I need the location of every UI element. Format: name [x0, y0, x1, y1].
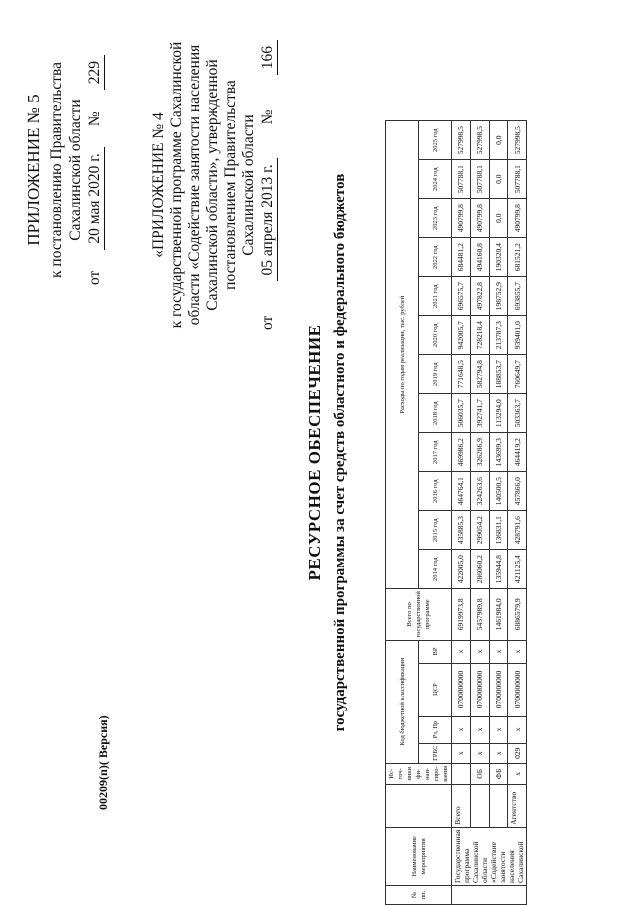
cell-vr: х: [452, 640, 471, 663]
col-grbs: ГРБС: [419, 743, 452, 763]
cell-value: 143699,3: [489, 433, 508, 472]
cell-value: 681521,2: [508, 238, 527, 277]
cell-value: 136831,1: [489, 511, 508, 550]
cell-value: 527998,5: [508, 121, 527, 160]
table-row: [470, 121, 489, 905]
cell-value: 421125,4: [508, 550, 527, 589]
cell-grbs: х: [452, 743, 471, 763]
cell-value: 392741,7: [470, 394, 489, 433]
cell-value: 939401,0: [508, 316, 527, 355]
appendix-5-date: 20 мая 2020 г.: [85, 147, 105, 249]
cell-value: 507788,1: [470, 160, 489, 199]
col-year: 2018 год: [419, 394, 452, 433]
col-year: 2015 год: [419, 511, 452, 550]
cell-value: 942005,7: [452, 316, 471, 355]
cell-grbs: 029: [508, 743, 527, 763]
appendix-4-title: «ПРИЛОЖЕНИЕ № 4: [150, 112, 167, 258]
cell-value: 771648,5: [452, 355, 471, 394]
cell-total: 1461984,0: [489, 589, 508, 640]
cell-value: 457866,0: [508, 472, 527, 511]
appendix-4-line: к государственной программе Сахалинской: [168, 41, 185, 329]
cell-value: 696575,7: [452, 277, 471, 316]
col-year: 2023 год: [419, 199, 452, 238]
cell-label: [489, 784, 508, 827]
cell-value: 582794,8: [470, 355, 489, 394]
cell-rzpr: х: [489, 716, 508, 743]
cell-src: ОБ: [470, 763, 489, 784]
table-row: [508, 121, 527, 905]
cell-value: 286060,2: [470, 550, 489, 589]
from-label: от: [259, 315, 276, 330]
cell-value: 728218,4: [470, 316, 489, 355]
from-label: от: [86, 270, 103, 285]
cell-value: 135944,8: [489, 550, 508, 589]
appendix-4-line: Сахалинской области», утвержденной: [204, 59, 221, 311]
cell-value: 693855,7: [508, 277, 527, 316]
col-total: Всего по государственной программе: [386, 589, 452, 640]
cell-value: 503363,7: [508, 394, 527, 433]
appendix-4-block: [150, 40, 278, 330]
cell-value: 190320,4: [489, 238, 508, 277]
col-year: 2025 год: [419, 121, 452, 160]
cell-src: х: [508, 763, 527, 784]
cell-no: [452, 886, 527, 905]
footer-version: 00209(п)( Версия): [96, 715, 110, 810]
table-row: [452, 121, 471, 905]
appendix-5-line1: к постановлению Правительства: [48, 62, 65, 278]
cell-value: 490799,8: [452, 199, 471, 238]
document-title: РЕСУРСНОЕ ОБЕСПЕЧЕНИЕ: [305, 324, 324, 581]
cell-value: 0,0: [489, 199, 508, 238]
col-year: 2022 год: [419, 238, 452, 277]
col-vr: ВР: [419, 640, 452, 663]
cell-grbs: х: [470, 743, 489, 763]
col-no: № пп.: [386, 886, 452, 905]
cell-value: 0,0: [489, 160, 508, 199]
cell-src: ФБ: [489, 763, 508, 784]
appendix-4-line: Сахалинской области: [240, 114, 257, 256]
cell-rzpr: х: [508, 716, 527, 743]
cell-csr: 0700000000: [470, 663, 489, 716]
cell-value: 188853,7: [489, 355, 508, 394]
cell-value: 464764,1: [452, 472, 471, 511]
cell-value: 497822,8: [470, 277, 489, 316]
cell-value: 506035,7: [452, 394, 471, 433]
col-year: 2017 год: [419, 433, 452, 472]
cell-value: 684481,2: [452, 238, 471, 277]
cell-value: 469986,2: [452, 433, 471, 472]
cell-vr: х: [470, 640, 489, 663]
col-source: Ис-точ-ники фи-нан-сиро-вания: [386, 763, 452, 784]
appendix-5-date-row: [85, 55, 105, 285]
document-subtitle: государственной программы за счет средств областного и федерального бюджетов: [332, 173, 348, 732]
col-year: 2021 год: [419, 277, 452, 316]
cell-vr: х: [489, 640, 508, 663]
cell-value: 490799,8: [508, 199, 527, 238]
cell-label: Агентство: [508, 784, 527, 827]
cell-total: 5457989,8: [470, 589, 489, 640]
cell-csr: 0700000000: [508, 663, 527, 716]
col-code-group: Код бюджетной классификации: [386, 640, 419, 763]
cell-value: 324263,6: [470, 472, 489, 511]
cell-grbs: х: [489, 743, 508, 763]
cell-value: 464419,2: [508, 433, 527, 472]
col-year: 2019 год: [419, 355, 452, 394]
col-year: 2020 год: [419, 316, 452, 355]
cell-value: 435885,3: [452, 511, 471, 550]
appendix-4-line: области «Содействие занятости населения: [186, 44, 203, 326]
cell-value: 198752,9: [489, 277, 508, 316]
resource-table: [385, 120, 527, 905]
cell-value: 527998,5: [470, 121, 489, 160]
table-row: [489, 121, 508, 905]
cell-value: 527998,5: [452, 121, 471, 160]
appendix-5-line2: Сахалинской области: [67, 99, 84, 241]
cell-total: 6886579,9: [508, 589, 527, 640]
cell-value: 113294,0: [489, 394, 508, 433]
cell-value: 507788,1: [508, 160, 527, 199]
cell-value: 422005,0: [452, 550, 471, 589]
col-name2: [386, 784, 452, 827]
cell-value: 428791,6: [508, 511, 527, 550]
cell-src: [452, 763, 471, 784]
cell-value: 140500,5: [489, 472, 508, 511]
appendix-4-date: 05 апреля 2013 г.: [258, 158, 278, 281]
appendix-5-block: [24, 55, 105, 285]
cell-value: 507788,1: [452, 160, 471, 199]
cell-value: 494160,8: [470, 238, 489, 277]
cell-label: Всего: [452, 784, 471, 827]
cell-value: 299054,2: [470, 511, 489, 550]
col-csr: ЦСР: [419, 663, 452, 716]
cell-total: 6919973,8: [452, 589, 471, 640]
cell-value: 0,0: [489, 121, 508, 160]
cell-label: [470, 784, 489, 827]
col-year: 2016 год: [419, 472, 452, 511]
cell-rzpr: х: [470, 716, 489, 743]
appendix-4-date-row: [258, 40, 278, 330]
cell-program-name: Государственная программа Сахалинской области «Содействие занятости населения Сахалинской: [452, 827, 527, 885]
col-rzpr: Рз, Пр: [419, 716, 452, 743]
col-year: 2014 год: [419, 550, 452, 589]
col-name: Наименование мероприятия: [386, 827, 452, 885]
cell-csr: 0700000000: [452, 663, 471, 716]
appendix-5-number: 229: [85, 55, 105, 90]
cell-value: 490799,8: [470, 199, 489, 238]
col-exp-group: Расходы по годам реализации, тыс. рублей: [386, 121, 419, 589]
number-label: №: [259, 109, 276, 125]
cell-vr: х: [508, 640, 527, 663]
number-label: №: [86, 111, 103, 127]
appendix-5-title: ПРИЛОЖЕНИЕ № 5: [24, 94, 43, 246]
cell-rzpr: х: [452, 716, 471, 743]
appendix-4-line: постановлением Правительства: [222, 80, 239, 290]
table-header-row: [386, 121, 419, 905]
cell-value: 213787,3: [489, 316, 508, 355]
cell-value: 760649,7: [508, 355, 527, 394]
cell-csr: 0700000000: [489, 663, 508, 716]
col-year: 2024 год: [419, 160, 452, 199]
appendix-4-number: 166: [258, 40, 278, 75]
cell-value: 326286,9: [470, 433, 489, 472]
